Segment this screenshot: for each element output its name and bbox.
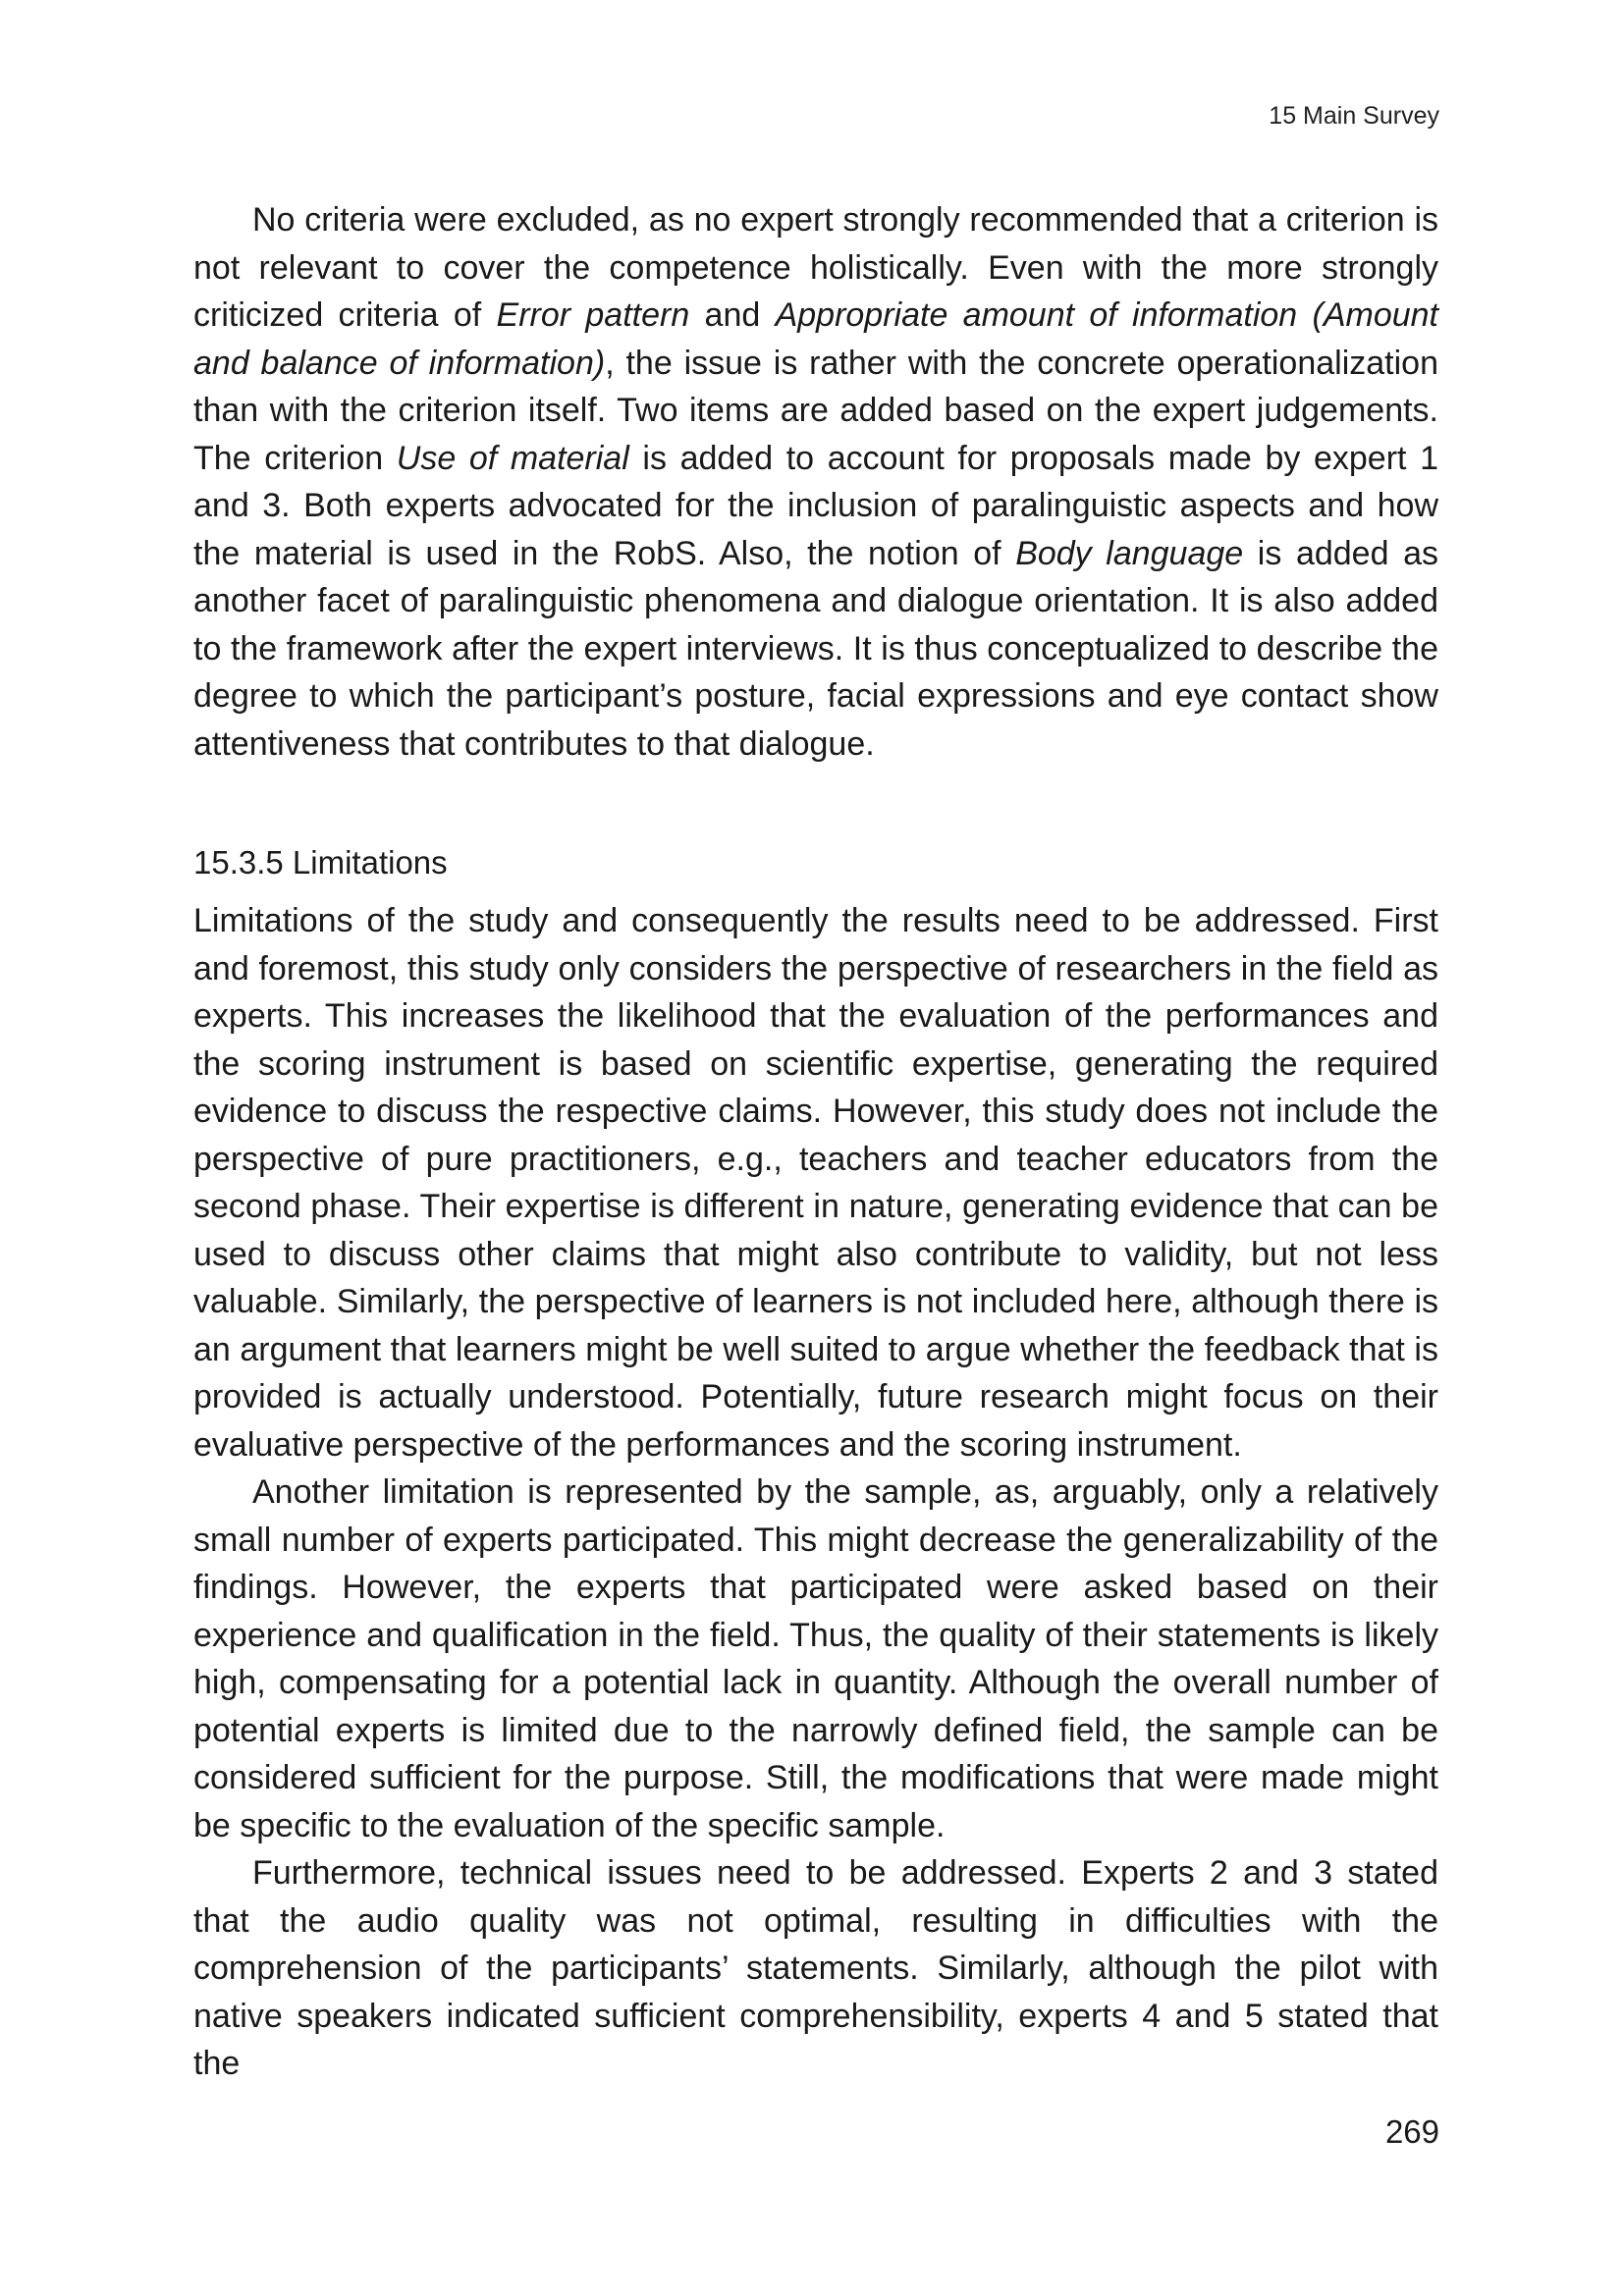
page-number: 269	[1384, 2113, 1439, 2150]
text-run: , the issue is rather with the concrete operationalization than with the criterion itself. Two items are added based on the expert judgements. The criterion	[193, 344, 1438, 477]
text-run: is added as another facet of paralinguistic phenomena and dialogue orientation. It is also added to the framework after the expert interviews. It is thus conceptualized to describe the degree to which the participant’s posture, facial expressions and eye contact show attentiveness that contributes to that dialogue.	[193, 534, 1438, 763]
text-run: No criteria were excluded, as no expert strongly recommended that a criterion is not relevant to cover the competence holistically. Even with the more strongly criticized criteria of	[193, 201, 1438, 334]
paragraph-sample-limitation: Another limitation is represented by the sample, as, arguably, only a relatively small number of experts participated. This might decrease the generalizability of the findings. However, the experts that participated were asked based on their experience and qualification in the field. Thus, the quality of their statements is likely high, compensating for a potential lack in quantity. Although the overall number of potential experts is limited due to the narrowly defined field, the sample can be considered sufficient for the purpose. Still, the modifications that were made might be specific to the evaluation of the specific sample.	[193, 1473, 1438, 1844]
paragraph-technical-issues: Furthermore, technical issues need to be addressed. Experts 2 and 3 stated that the audio quality was not optimal, resulting in difficulties with the comprehension of the participants’ statements. Similarly, although the pilot with native speakers indicated sufficient comprehensibility, experts 4 and 5 stated that the	[193, 1854, 1438, 2082]
italic-term-body-language: Body language	[1015, 534, 1244, 572]
text-run: is added to account for proposals made by expert 1 and 3. Both experts advocated for the inclusion of paralinguistic aspects and how the material is used in the RobS. Also, the notion of	[193, 439, 1439, 572]
body-text-lower	[193, 897, 1438, 2088]
paragraph-expert-criteria	[193, 196, 1438, 768]
section-heading: 15.3.5 Limitations	[193, 844, 448, 881]
italic-term-amount-of-information: Appropriate amount of information (Amount and balance of information)	[193, 296, 1439, 382]
paragraph-limitations-intro: Limitations of the study and consequently the results need to be addressed. First and foremost, this study only considers the perspective of researchers in the field as experts. This increases the likelihood that the evaluation of the performances and the scoring instrument is based on scientific expertise, generating the required evidence to discuss the respective claims. However, this study does not include the perspective of pure practitioners, e.g., teachers and teacher educators from the second phase. Their expertise is different in nature, generating evidence that can be used to discuss other claims that might also contribute to validity, but not less valuable. Similarly, the perspective of learners is not included here, although there is an argument that learners might be well suited to argue whether the feedback that is provided is actually understood. Potentially, future research might focus on their evaluative perspective of the performances and the scoring instrument.	[193, 902, 1438, 1464]
text-run: and	[689, 296, 776, 334]
running-head: 15 Main Survey	[1269, 102, 1439, 130]
italic-term-error-pattern: Error pattern	[496, 296, 690, 334]
italic-term-use-of-material: Use of material	[396, 439, 629, 477]
body-text-upper	[193, 196, 1438, 768]
